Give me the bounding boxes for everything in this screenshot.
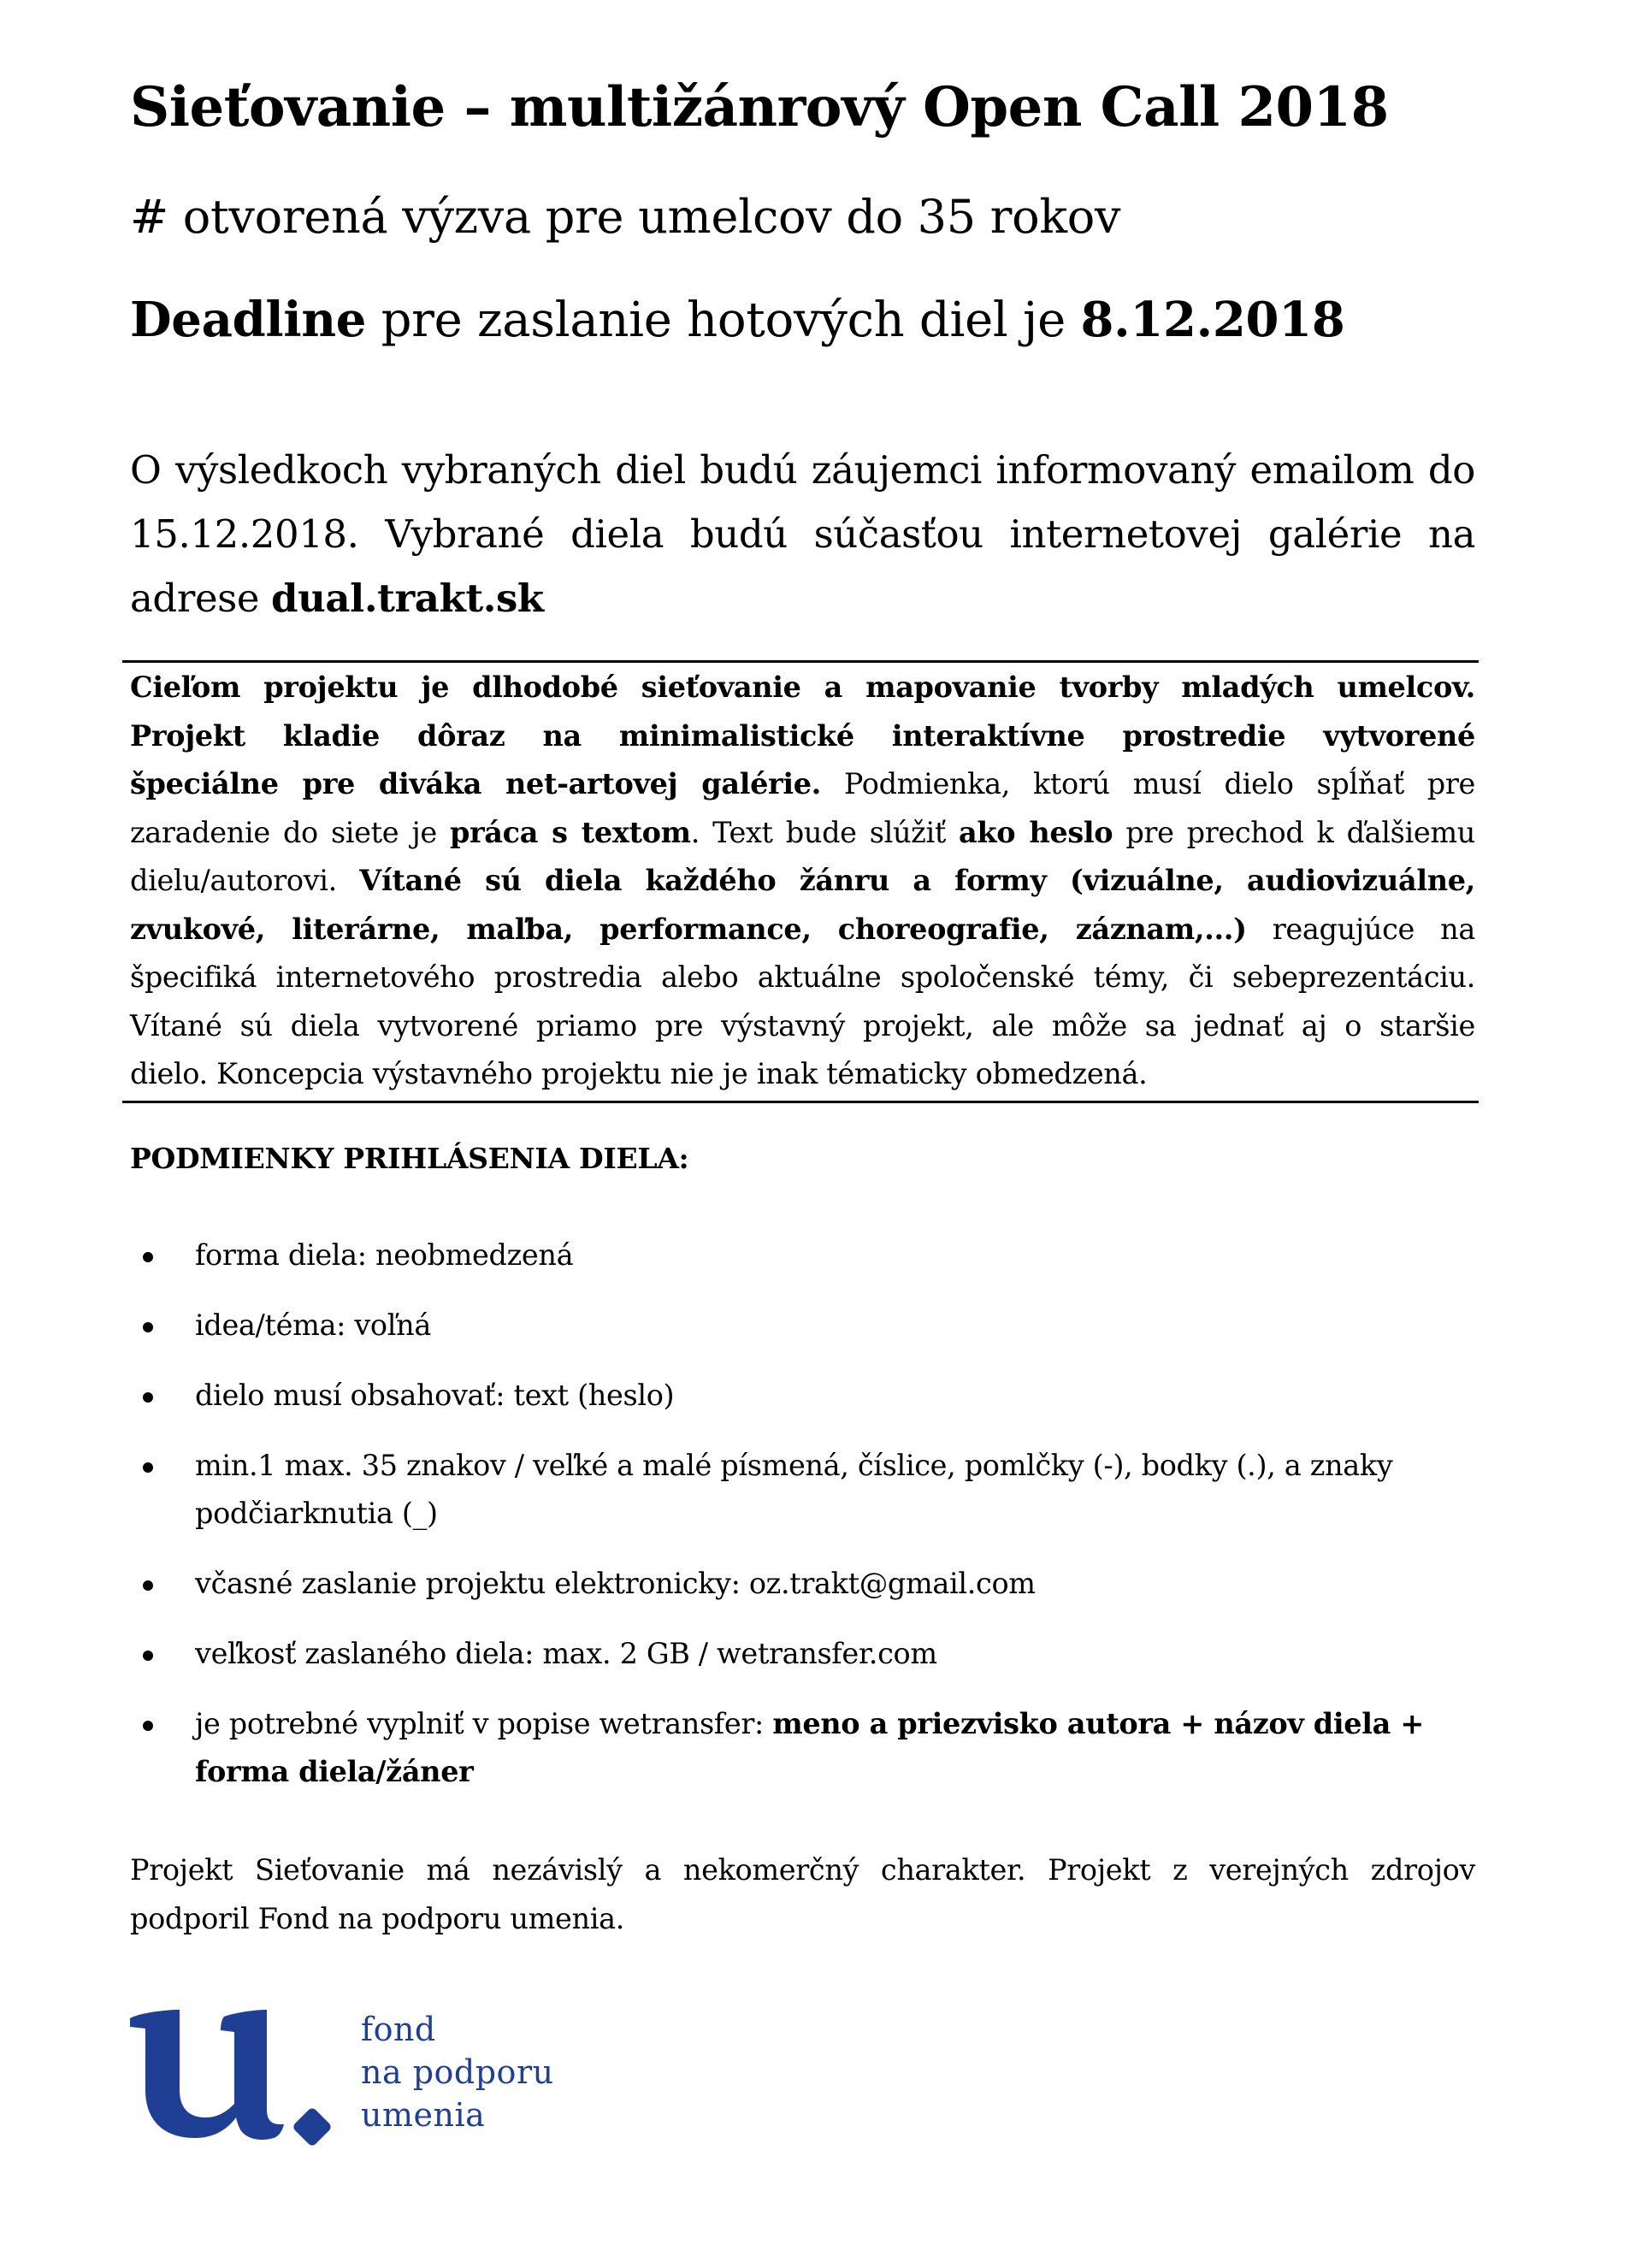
logo-u-mark-icon [130,2008,335,2153]
condition-text: idea/téma: voľná [195,1308,431,1342]
description-line [130,809,1475,858]
body-text: Podmienka, ktorú musí dielo spĺňať pre [820,767,1475,800]
condition-item [130,1700,1478,1796]
body-text: reagujúce na [1246,912,1475,946]
emphasis-text: ako heslo [959,815,1113,849]
description-line [130,906,1475,954]
top-divider [122,660,1479,663]
bullet-icon [142,1372,154,1420]
logo-line-2: na podporu [361,2053,554,2091]
condition-text: dielo musí obsahovať: text (heslo) [195,1379,675,1412]
condition-item [130,1442,1478,1538]
gallery-link[interactable]: dual.trakt.sk [271,576,544,621]
condition-emphasis: meno a priezvisko autora + názov diela + forma diela/žáner [195,1707,1424,1788]
body-text: . Text bude slúžiť [690,815,960,849]
emphasis-text: zvukové, literárne, maľba, performance, choreografie, záznam,...) [130,912,1247,946]
intro-text: O výsledkoch vybraných diel budú záujemci informovaný emailom do 15.12.2018. Vybrané diela budú súčasťou internetovej galérie na adrese [130,447,1475,621]
bullet-icon [142,1231,154,1279]
deadline-line [130,287,1345,353]
conditions-list [130,1231,1478,1818]
body-text: dielo. Koncepcia výstavného projektu nie je inak tématicky obmedzená. [130,1057,1148,1090]
condition-item [130,1560,1478,1608]
description-line [130,1002,1475,1051]
description-line [130,857,1475,906]
logo-wordmark [361,2008,554,2136]
deadline-text: pre zaslanie hotových diel je [366,292,1081,348]
bullet-icon [142,1302,154,1350]
closing-line-2: podporil Fond na podporu umenia. [130,1902,624,1935]
deadline-date: 8.12.2018 [1080,292,1345,348]
condition-text: min.1 max. 35 znakov / veľké a malé písmená, číslice, pomlčky (-), bodky (.), a znaky podčiarknutia (_) [195,1449,1393,1530]
condition-text: včasné zaslanie projektu elektronicky: oz.trakt@gmail.com [195,1567,1036,1600]
bullet-icon [142,1442,154,1490]
emphasis-text: špeciálne pre diváka net-artovej galérie. [130,767,821,800]
description-line [130,954,1475,1002]
deadline-label: Deadline [130,292,367,348]
emphasis-text: práca s textom [449,815,691,849]
logo-line-3: umenia [361,2096,486,2134]
description-line [130,1050,1475,1099]
fond-na-podporu-umenia-logo [130,2008,643,2162]
body-text: Vítané sú diela vytvorené priamo pre výstavný projekt, ale môže sa jednať aj o staršie [130,1008,1475,1042]
project-description [130,664,1475,1099]
logo-line-1: fond [361,2011,436,2048]
condition-item [130,1231,1478,1279]
closing-paragraph [130,1846,1475,1943]
condition-item [130,1630,1478,1678]
emphasis-text: Cieľom projektu je dlhodobé sieťovanie a mapovanie tvorby mladých umelcov. [130,670,1475,704]
conditions-heading: PODMIENKY PRIHLÁSENIA DIELA: [130,1142,689,1175]
description-line [130,760,1475,809]
bullet-icon [142,1700,154,1748]
condition-text: je potrebné vyplniť v popise wetransfer: meno a priezvisko autora + názov diela + forma diela/žáner [195,1707,1424,1788]
condition-item [130,1372,1478,1420]
emphasis-text: Projekt kladie dôraz na minimalistické interaktívne prostredie vytvorené [130,718,1475,753]
bullet-icon [142,1630,154,1678]
body-text: pre prechod k ďalšiemu [1113,815,1475,849]
condition-text: forma diela: neobmedzená [195,1238,574,1272]
condition-text: veľkosť zaslaného diela: max. 2 GB / wetransfer.com [195,1637,937,1670]
logo-dot-icon [292,2106,333,2147]
page-title: Sieťovanie – multižánrový Open Call 2018 [130,75,1389,139]
body-text: dielu/autorovi. [130,864,360,897]
page-subtitle: # otvorená výzva pre umelcov do 35 rokov [130,190,1121,244]
intro-paragraph [130,438,1475,630]
description-line [130,712,1475,761]
bullet-icon [142,1560,154,1608]
body-text: špecifiká internetového prostredia alebo aktuálne spoločenské témy, či sebeprezentáciu. [130,960,1475,994]
closing-line-1: Projekt Sieťovanie má nezávislý a nekomerčný charakter. Projekt z verejných zdrojov [130,1853,1475,1887]
emphasis-text: Vítané sú diela každého žánru a formy (vizuálne, audiovizuálne, [359,864,1475,897]
condition-item [130,1302,1478,1350]
bottom-divider [122,1101,1479,1103]
body-text: zaradenie do siete je [130,815,450,849]
description-line [130,664,1475,712]
